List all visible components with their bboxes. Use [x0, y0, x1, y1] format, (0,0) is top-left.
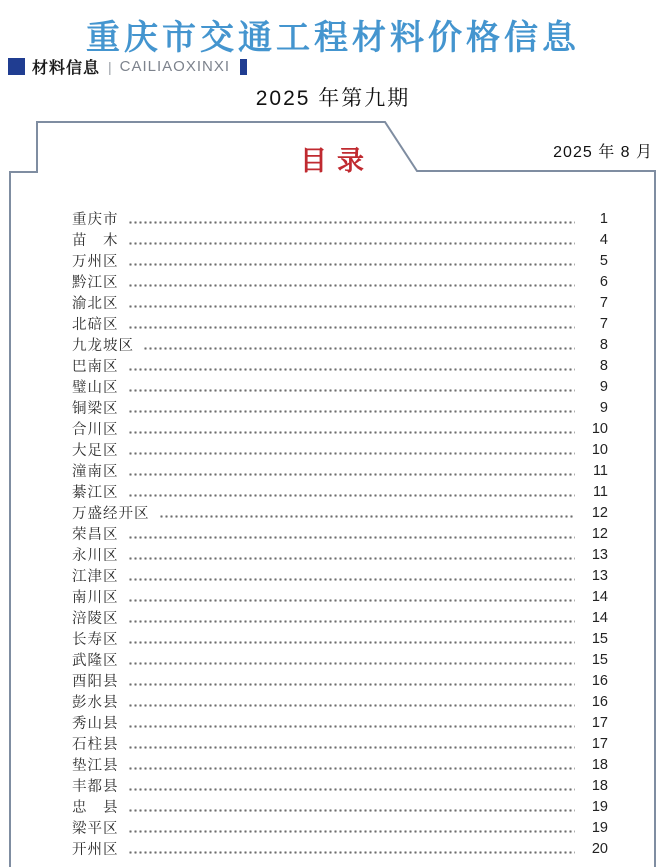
- toc-entry-page: 15: [591, 630, 608, 647]
- toc-entry-label: 酉阳县: [72, 674, 119, 690]
- toc-entry-page: 9: [599, 378, 608, 395]
- dotted-leader: [128, 283, 576, 288]
- dotted-leader: [128, 829, 576, 834]
- dotted-leader: [128, 451, 576, 456]
- toc-entry-label: 璧山区: [72, 380, 119, 396]
- toc-entry: [72, 733, 608, 754]
- toc-entry-label: 南川区: [72, 590, 119, 606]
- toc-entry: [72, 628, 608, 649]
- toc-heading: 目录: [300, 146, 374, 176]
- dotted-leader: [128, 367, 576, 372]
- dotted-leader: [128, 598, 576, 603]
- toc-entry-page: 10: [591, 441, 608, 458]
- toc-entry-label: 石柱县: [72, 737, 119, 753]
- toc-entry-page: 7: [599, 294, 608, 311]
- dotted-leader: [128, 409, 576, 414]
- toc-entry-page: 11: [592, 462, 608, 479]
- toc-entry-label: 长寿区: [72, 632, 119, 648]
- toc-entry: [72, 208, 608, 229]
- toc-entry-label: 万盛经开区: [72, 506, 150, 522]
- dotted-leader: [143, 346, 575, 351]
- toc-entry-label: 北碚区: [72, 317, 119, 333]
- dotted-leader: [128, 787, 576, 792]
- toc-entry: [72, 229, 608, 250]
- toc-entry: [72, 775, 608, 796]
- dotted-leader: [128, 262, 576, 267]
- dotted-leader: [128, 661, 576, 666]
- toc-entry: [72, 838, 608, 859]
- toc-entry-page: 12: [591, 504, 608, 521]
- toc-entry: [72, 523, 608, 544]
- toc-entry-page: 10: [591, 420, 608, 437]
- toc-entry: [72, 292, 608, 313]
- issue-title: 2025 年第九期: [255, 87, 411, 110]
- toc-entry-label: 垫江县: [72, 758, 119, 774]
- dotted-leader: [128, 640, 576, 645]
- toc-entry-label: 大足区: [72, 443, 119, 459]
- toc-entry: [72, 376, 608, 397]
- toc-entry: [72, 439, 608, 460]
- toc-entry-page: 14: [591, 609, 608, 626]
- toc-entry-page: 16: [591, 672, 608, 689]
- toc-entry-label: 彭水县: [72, 695, 119, 711]
- toc-entry-label: 丰都县: [72, 779, 119, 795]
- toc-entry-label: 巴南区: [72, 359, 119, 375]
- toc-entry-label: 梁平区: [72, 821, 119, 837]
- toc-entry-page: 19: [591, 819, 608, 836]
- dotted-leader: [128, 577, 576, 582]
- toc-entry-page: 13: [591, 567, 608, 584]
- toc-entry-page: 4: [599, 231, 608, 248]
- toc-entry: [72, 250, 608, 271]
- toc-entry-label: 武隆区: [72, 653, 119, 669]
- dotted-leader: [128, 388, 576, 393]
- toc-entry-label: 铜梁区: [72, 401, 119, 417]
- dotted-leader: [159, 514, 576, 519]
- toc-entry: [72, 460, 608, 481]
- toc-date: 2025 年 8 月: [553, 144, 653, 161]
- toc-entry: [72, 481, 608, 502]
- page-title: 重庆市交通工程材料价格信息: [86, 19, 580, 57]
- toc-entry: [72, 670, 608, 691]
- toc-entry-label: 重庆市: [72, 212, 119, 228]
- toc-entry-label: 九龙坡区: [72, 338, 134, 354]
- toc-entry-page: 11: [592, 483, 608, 500]
- navy-square-icon: [8, 58, 25, 75]
- toc-entry: [72, 607, 608, 628]
- toc-entry-page: 13: [591, 546, 608, 563]
- toc-entry: [72, 397, 608, 418]
- toc-entry-label: 合川区: [72, 422, 119, 438]
- toc-entry: [72, 586, 608, 607]
- toc-list: [72, 208, 608, 859]
- toc-entry-label: 渝北区: [72, 296, 119, 312]
- toc-entry-page: 12: [591, 525, 608, 542]
- toc-entry-label: 江津区: [72, 569, 119, 585]
- toc-entry: [72, 334, 608, 355]
- toc-entry: [72, 754, 608, 775]
- toc-entry-page: 6: [599, 273, 608, 290]
- toc-entry: [72, 502, 608, 523]
- toc-entry-label: 涪陵区: [72, 611, 119, 627]
- toc-entry-label: 黔江区: [72, 275, 119, 291]
- dotted-leader: [128, 724, 576, 729]
- toc-entry-page: 19: [591, 798, 608, 815]
- toc-entry-label: 永川区: [72, 548, 119, 564]
- toc-entry: [72, 271, 608, 292]
- toc-entry-page: 15: [591, 651, 608, 668]
- dotted-leader: [128, 472, 576, 477]
- toc-entry-page: 14: [591, 588, 608, 605]
- dotted-leader: [128, 808, 576, 813]
- dotted-leader: [128, 325, 576, 330]
- toc-entry-label: 苗 木: [72, 233, 119, 249]
- toc-entry-label: 忠 县: [72, 800, 119, 816]
- toc-entry-page: 17: [591, 714, 608, 731]
- dotted-leader: [128, 220, 576, 225]
- dotted-leader: [128, 430, 576, 435]
- toc-entry: [72, 691, 608, 712]
- brand-badge: [8, 55, 247, 78]
- toc-entry-page: 9: [599, 399, 608, 416]
- toc-entry: [72, 544, 608, 565]
- toc-entry-page: 20: [591, 840, 608, 857]
- toc-entry: [72, 565, 608, 586]
- dotted-leader: [128, 682, 576, 687]
- toc-entry: [72, 313, 608, 334]
- toc-entry-page: 1: [599, 210, 608, 227]
- toc-entry: [72, 796, 608, 817]
- toc-entry-page: 8: [599, 357, 608, 374]
- toc-entry-page: 7: [599, 315, 608, 332]
- dotted-leader: [128, 619, 576, 624]
- dotted-leader: [128, 766, 576, 771]
- dotted-leader: [128, 304, 576, 309]
- toc-entry: [72, 355, 608, 376]
- badge-pinyin: CAILIAOXINXI: [119, 58, 231, 75]
- dotted-leader: [128, 556, 576, 561]
- toc-entry-page: 8: [599, 336, 608, 353]
- dotted-leader: [128, 535, 576, 540]
- toc-entry-page: 17: [591, 735, 608, 752]
- dotted-leader: [128, 241, 576, 246]
- toc-entry: [72, 649, 608, 670]
- toc-entry-label: 开州区: [72, 842, 119, 858]
- toc-entry-label: 万州区: [72, 254, 119, 270]
- toc-entry-label: 荣昌区: [72, 527, 119, 543]
- dotted-leader: [128, 703, 576, 708]
- toc-entry-label: 潼南区: [72, 464, 119, 480]
- badge-separator: |: [108, 58, 112, 75]
- toc-entry: [72, 418, 608, 439]
- toc-entry-label: 綦江区: [72, 485, 119, 501]
- toc-entry: [72, 817, 608, 838]
- toc-entry-page: 18: [591, 777, 608, 794]
- toc-entry-label: 秀山县: [72, 716, 119, 732]
- toc-entry-page: 5: [599, 252, 608, 269]
- dotted-leader: [128, 745, 576, 750]
- dotted-leader: [128, 850, 576, 855]
- dotted-leader: [128, 493, 576, 498]
- badge-label: 材料信息: [32, 60, 101, 77]
- navy-bar-icon: [240, 59, 247, 75]
- toc-entry-page: 16: [591, 693, 608, 710]
- toc-entry: [72, 712, 608, 733]
- toc-entry-page: 18: [591, 756, 608, 773]
